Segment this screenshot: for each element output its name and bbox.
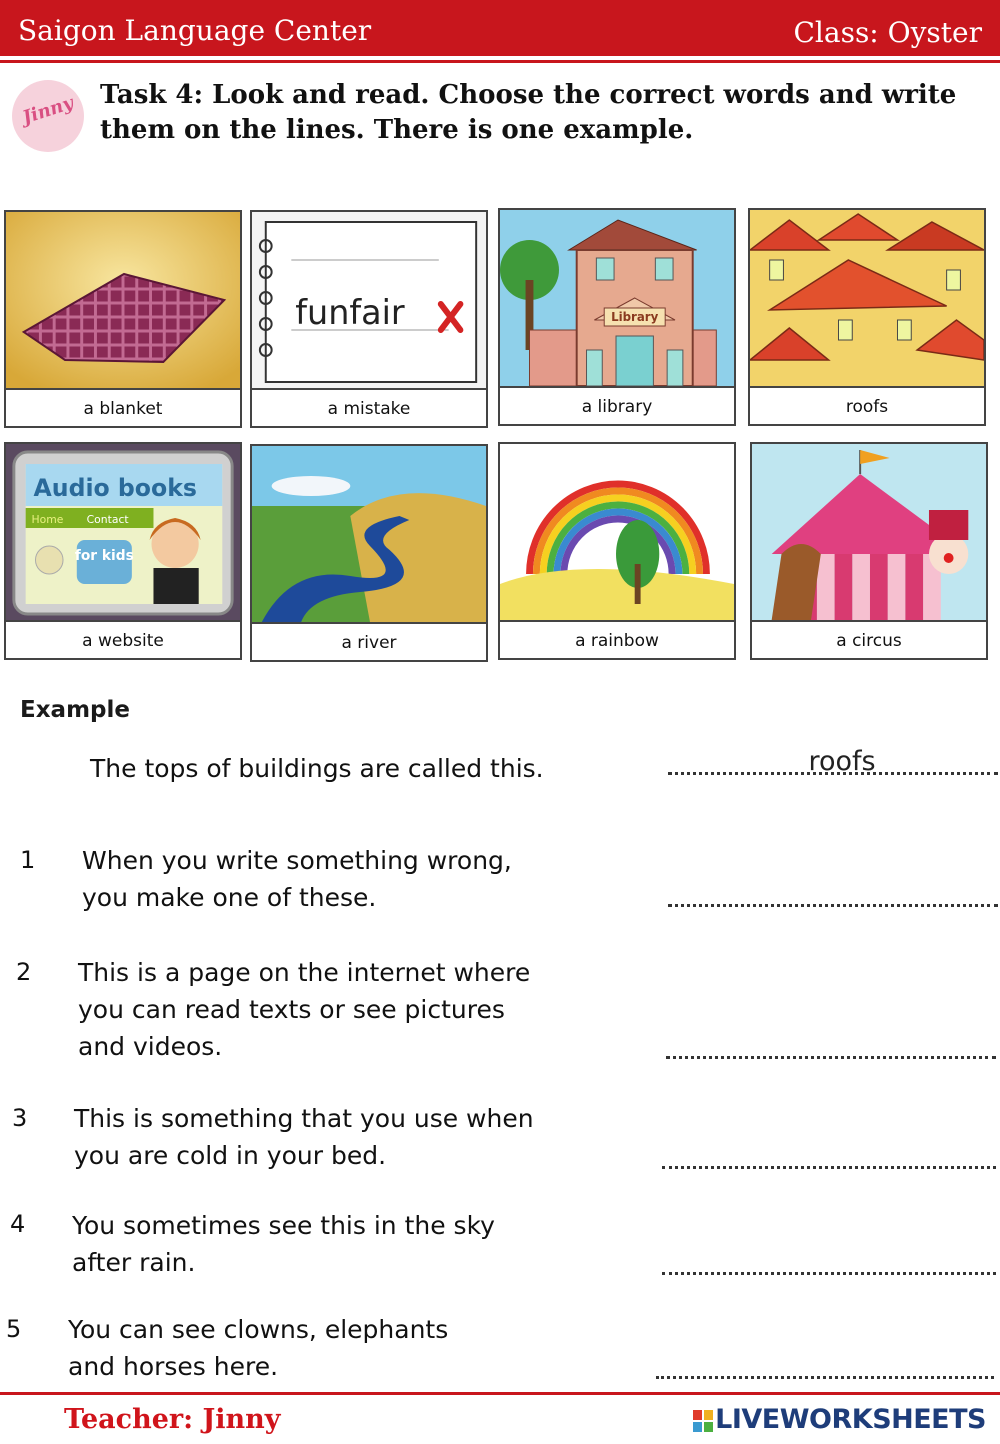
question-3-line-1: This is something that you use when — [74, 1104, 534, 1133]
question-1-text — [82, 842, 602, 916]
question-2-number: 2 — [16, 958, 32, 986]
picture-card-rainbow — [498, 442, 736, 660]
caption-river: a river — [252, 622, 486, 662]
picture-card-river — [250, 444, 488, 662]
question-2-answer-input[interactable] — [666, 1020, 1000, 1058]
example-answer — [740, 742, 944, 780]
question-5-number: 5 — [6, 1315, 22, 1343]
caption-rainbow: a rainbow — [500, 620, 734, 660]
rainbow-illustration — [500, 444, 734, 620]
question-2-text — [78, 954, 598, 1065]
question-1-line-1: When you write something wrong, — [82, 846, 512, 875]
circus-illustration — [752, 444, 986, 620]
question-2-line-1: This is a page on the internet where — [78, 958, 531, 987]
picture-card-library — [498, 208, 736, 426]
library-illustration — [500, 210, 734, 386]
site-nav-contact: Contact — [86, 512, 129, 527]
caption-roofs: roofs — [750, 386, 984, 426]
footer-divider — [0, 1392, 1000, 1395]
funfair-word: funfair — [295, 292, 405, 333]
jinny-logo — [12, 80, 84, 152]
question-4-answer-input[interactable] — [662, 1236, 1000, 1274]
question-1-answer-input[interactable] — [668, 868, 1000, 906]
caption-library: a library — [500, 386, 734, 426]
class-label: Class: Oyster — [793, 16, 982, 49]
question-4-line-2: after rain. — [72, 1248, 196, 1277]
question-1-line-2: you make one of these. — [82, 883, 377, 912]
picture-card-blanket — [4, 210, 242, 428]
caption-mistake: a mistake — [252, 388, 486, 428]
picture-card-website — [4, 442, 242, 660]
roofs-illustration — [750, 210, 984, 386]
header-divider — [0, 60, 1000, 63]
site-title: Audio books — [33, 473, 197, 503]
picture-card-mistake — [250, 210, 488, 428]
picture-card-roofs — [748, 208, 986, 426]
question-3-answer-input[interactable] — [662, 1130, 1000, 1168]
question-3-text — [74, 1100, 594, 1174]
example-text: The tops of buildings are called this. — [90, 754, 544, 783]
question-4-line-1: You sometimes see this in the sky — [72, 1211, 495, 1240]
liveworksheets-brand — [693, 1404, 986, 1435]
mistake-illustration — [252, 212, 486, 388]
header-bar — [0, 0, 1000, 56]
question-2-line-3: and videos. — [78, 1032, 223, 1061]
question-3-number: 3 — [12, 1104, 28, 1132]
website-illustration — [6, 444, 240, 620]
caption-website: a website — [6, 620, 240, 660]
example-heading: Example — [20, 697, 130, 723]
task-instruction: Task 4: Look and read. Choose the correct words and write them on the lines. There is one example. — [100, 80, 957, 145]
question-5-answer-input[interactable] — [656, 1340, 998, 1378]
site-badge: for kids — [74, 547, 134, 565]
liveworksheets-text: LIVEWORKSHEETS — [715, 1404, 986, 1435]
river-illustration — [252, 446, 486, 622]
blanket-illustration — [6, 212, 240, 388]
site-nav-home: Home — [31, 512, 64, 527]
liveworksheets-logo-icon — [693, 1410, 713, 1432]
question-5-line-1: You can see clowns, elephants — [68, 1315, 449, 1344]
center-name: Saigon Language Center — [18, 14, 372, 47]
caption-blanket: a blanket — [6, 388, 240, 428]
caption-circus: a circus — [752, 620, 986, 660]
picture-card-circus — [750, 442, 988, 660]
question-4-text — [72, 1207, 592, 1281]
question-5-text — [68, 1311, 588, 1385]
question-2-line-2: you can read texts or see pictures — [78, 995, 505, 1024]
question-1-number: 1 — [20, 846, 36, 874]
teacher-name: Teacher: Jinny — [64, 1404, 281, 1435]
question-3-line-2: you are cold in your bed. — [74, 1141, 387, 1170]
logo-text: Jinny — [20, 92, 76, 129]
library-sign: Library — [611, 309, 659, 325]
question-4-number: 4 — [10, 1210, 26, 1238]
question-5-line-2: and horses here. — [68, 1352, 279, 1381]
